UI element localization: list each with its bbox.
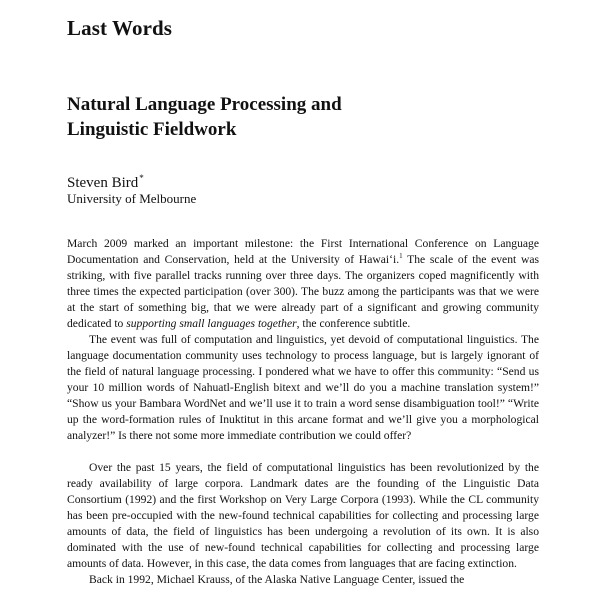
paragraph-1 — [67, 236, 539, 332]
section-heading: Last Words — [67, 16, 173, 40]
article-title-line-1: Natural Language Processing and — [67, 94, 342, 115]
paragraph-3: Over the past 15 years, the field of computational linguistics has been revolutionized by the ready availability of large corpora. Landmark dates are the founding of the Linguistic Data Consortium (1992) and the first Workshop on Very Large Corpora (1993). While the CL community has been pre-occupied with the new-found technical capabilities for collecting and processing large amounts of data, the field of linguistics has been undergoing a revolution of its own. It is also dominated with the use of new-found technical capabilities for collecting and processing large amounts of data. However, in this case, the data comes from languages that are facing extinction. — [67, 461, 539, 570]
author-name: Steven Bird — [67, 175, 139, 191]
article-title-line-2: Linguistic Fieldwork — [67, 119, 237, 140]
paragraph-4: Back in 1992, Michael Krauss, of the Alaska Native Language Center, issued the — [89, 573, 465, 586]
footnote-1-mark: 1 — [399, 252, 403, 260]
paper-page — [67, 0, 539, 600]
paragraph-1-emphasis: supporting small languages together — [126, 317, 297, 330]
author — [67, 173, 144, 192]
paragraph-2: The event was full of computation and linguistics, yet devoid of computational linguistics. The language documentation community uses technology to process language, but is largely ignorant of the field of natural language processing. I pondered what we have to offer this community: “Send us your 10 million words of Nahuatl-English bitext and we’ll do you a machine translation system!” “Show us your Bambara WordNet and we’ll use it to train a word sense disambiguation tool!” “Write up the word-formation rules of Inuktitut in this arcane format and we’ll give you a morphological analyzer!” Is there not some more immediate contribution we could offer? — [67, 333, 539, 442]
article-title — [67, 92, 342, 142]
paragraph-1-part-b: The scale of the event was striking, with five parallel tracks running over three days. The organizers coped magnificently with three times the expected participation (over 300). The buzz among the participants was that we were at the start of something big, that we were already part of a significant and growing community dedicated to — [67, 253, 539, 330]
author-footnote-mark: * — [139, 173, 144, 183]
paragraph-1-part-c: , the conference subtitle. — [296, 317, 411, 330]
author-affiliation: University of Melbourne — [67, 191, 197, 206]
paragraph-1-part-a: March 2009 marked an important milestone: the First International Conference on Language Documentation and Conservation, held at the University of Hawai‘i. — [67, 237, 539, 266]
article-body — [67, 236, 539, 588]
